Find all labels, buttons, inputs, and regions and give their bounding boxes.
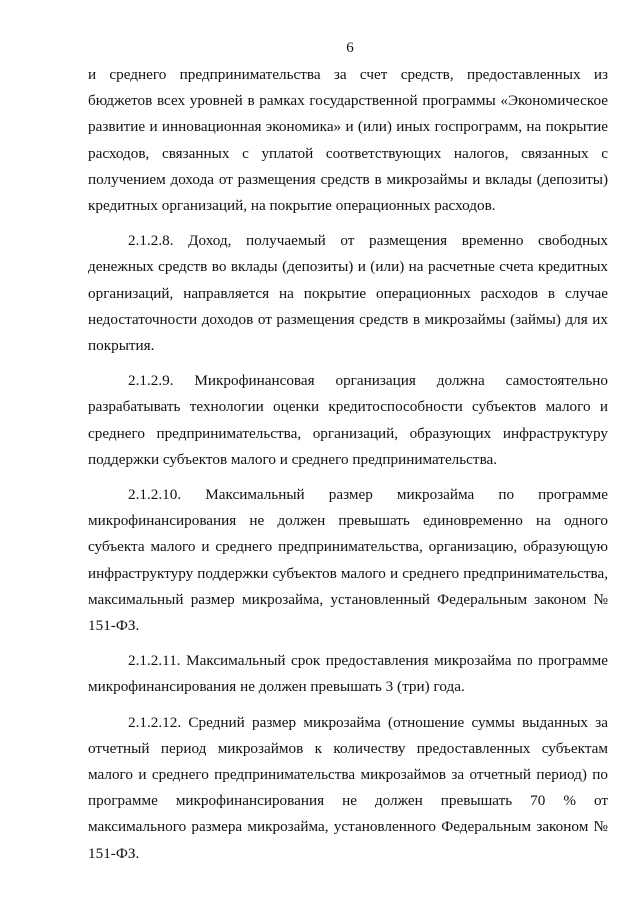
paragraph-2-1-2-11: 2.1.2.11. Максимальный срок предоставления микрозайма по программе микрофинансирования не должен превышать 3 (три) года. — [88, 652, 608, 696]
paragraph-continuation: и среднего предпринимательства за счет средств, предоставленных из бюджетов всех уровней в рамках государственной программы «Экономическое развитие и инновационная экономика» и (или) иных госпрограмм, на покрытие расходов, связанных с уплатой соответствующих налогов, связанных с получением дохода от размещения средств в микрозаймы и вклады (депозиты) кредитных организаций, на покрытие операционных расходов. — [88, 66, 608, 215]
page-number: 6 — [346, 40, 354, 56]
paragraph-2-1-2-10: 2.1.2.10. Максимальный размер микрозайма по программе микрофинансирования не должен превышать единовременно на одного субъекта малого и среднего предпринимательства, организацию, образующую инфраструктуру поддержки субъектов малого и среднего предпринимательства, максимальный размер микрозайма, установленный Федеральным законом № 151-ФЗ. — [88, 486, 608, 635]
document-body — [88, 62, 608, 867]
paragraph-2-1-2-9: 2.1.2.9. Микрофинансовая организация должна самостоятельно разрабатывать технологии оценки кредитоспособности субъектов малого и среднего предпринимательства, организаций, образующих инфраструктуру поддержки субъектов малого и среднего предпринимательства. — [88, 372, 608, 468]
paragraph-2-1-2-12: 2.1.2.12. Средний размер микрозайма (отношение суммы выданных за отчетный период микрозаймов к количеству предоставленных субъектам малого и среднего предпринимательства микрозаймов за отчетный период) по программе микрофинансирования не должен превышать 70 % от максимального размера микрозайма, установленного Федеральным законом № 151-ФЗ. — [88, 713, 608, 862]
paragraph-2-1-2-8: 2.1.2.8. Доход, получаемый от размещения временно свободных денежных средств во вклады (депозиты) и (или) на расчетные счета кредитных организаций, направляется на покрытие операционных расходов в случае недостаточности доходов от размещения средств в микрозаймы (займы) для их покрытия. — [88, 232, 608, 355]
